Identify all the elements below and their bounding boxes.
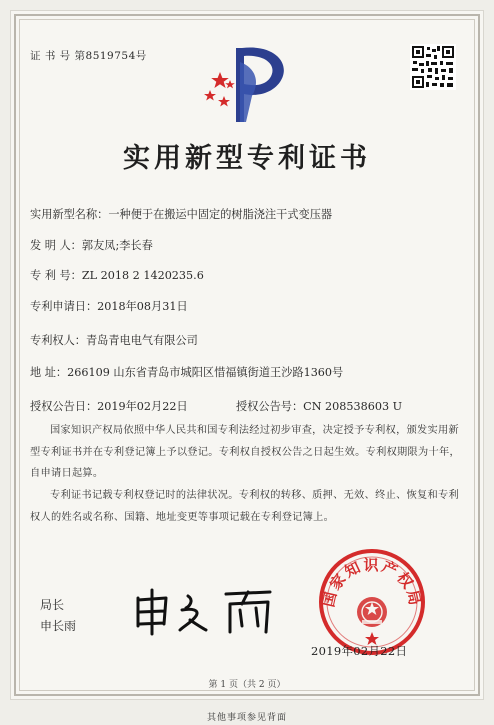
- field-filing-date: [30, 298, 188, 314]
- field-inventor: [30, 237, 153, 253]
- certificate-number: 证 书 号 第8519754号: [30, 50, 147, 62]
- field-value: ZL 2018 2 1420235.6: [81, 269, 204, 282]
- field-label: 实用新型名称：: [30, 208, 109, 221]
- statement-paragraph: 专利证书记载专利权登记时的法律状况。专利权的转移、质押、无效、终止、恢复和专利权人的姓名或名称、国籍、地址变更等事项记载在专利登记簿上。: [30, 490, 460, 523]
- field-value: CN 208538603 U: [303, 400, 403, 413]
- field-value: 青岛青电电气有限公司: [85, 334, 198, 347]
- field-patent-number: [30, 267, 204, 283]
- official-seal-icon: [318, 548, 426, 656]
- field-utility-model-name: [30, 206, 332, 222]
- field-label: 授权公告日：: [30, 400, 98, 413]
- field-value: 一种便于在搬运中固定的树脂浇注干式变压器: [108, 208, 333, 221]
- field-grant-date: [30, 398, 188, 414]
- director-signature-icon: [130, 586, 290, 636]
- certificate-title: 实用新型专利证书: [123, 143, 371, 174]
- statement-paragraph: 国家知识产权局依照中华人民共和国专利法经过初步审查，决定授予专利权，颁发实用新型专利证书并在专利登记簿上予以登记。专利权自授权公告之日起生效。专利权期限为十年，自申请日起算。: [30, 425, 460, 479]
- cnipa-logo-icon: [200, 42, 292, 124]
- field-value: 266109 山东省青岛市城阳区惜福镇街道王沙路1360号: [67, 366, 344, 379]
- field-label: 发 明 人：: [30, 239, 82, 252]
- field-patentee: [30, 332, 198, 348]
- field-value: 2018年08月31日: [97, 300, 188, 313]
- director-title: 局长: [40, 598, 65, 612]
- director-name: 申长雨: [40, 619, 77, 633]
- field-label: 专利权人：: [30, 334, 86, 347]
- field-grant-number: [236, 398, 402, 414]
- field-address: [30, 364, 343, 380]
- seal-date: 2019年02月22日: [311, 644, 408, 658]
- field-label: 专 利 号：: [30, 269, 82, 282]
- field-label: 地 址：: [30, 366, 68, 379]
- footer-note: 其他事项参见背面: [206, 713, 287, 723]
- qr-code-icon: [410, 44, 456, 90]
- page-number: 第 1 页（共 2 页）: [208, 680, 286, 690]
- seal-text: 国家知识产权局: [319, 556, 425, 609]
- field-label: 专利申请日：: [30, 300, 98, 313]
- field-label: 授权公告号：: [236, 400, 304, 413]
- field-value: 2019年02月22日: [97, 400, 188, 413]
- field-value: 郭友凤;李长春: [81, 239, 153, 252]
